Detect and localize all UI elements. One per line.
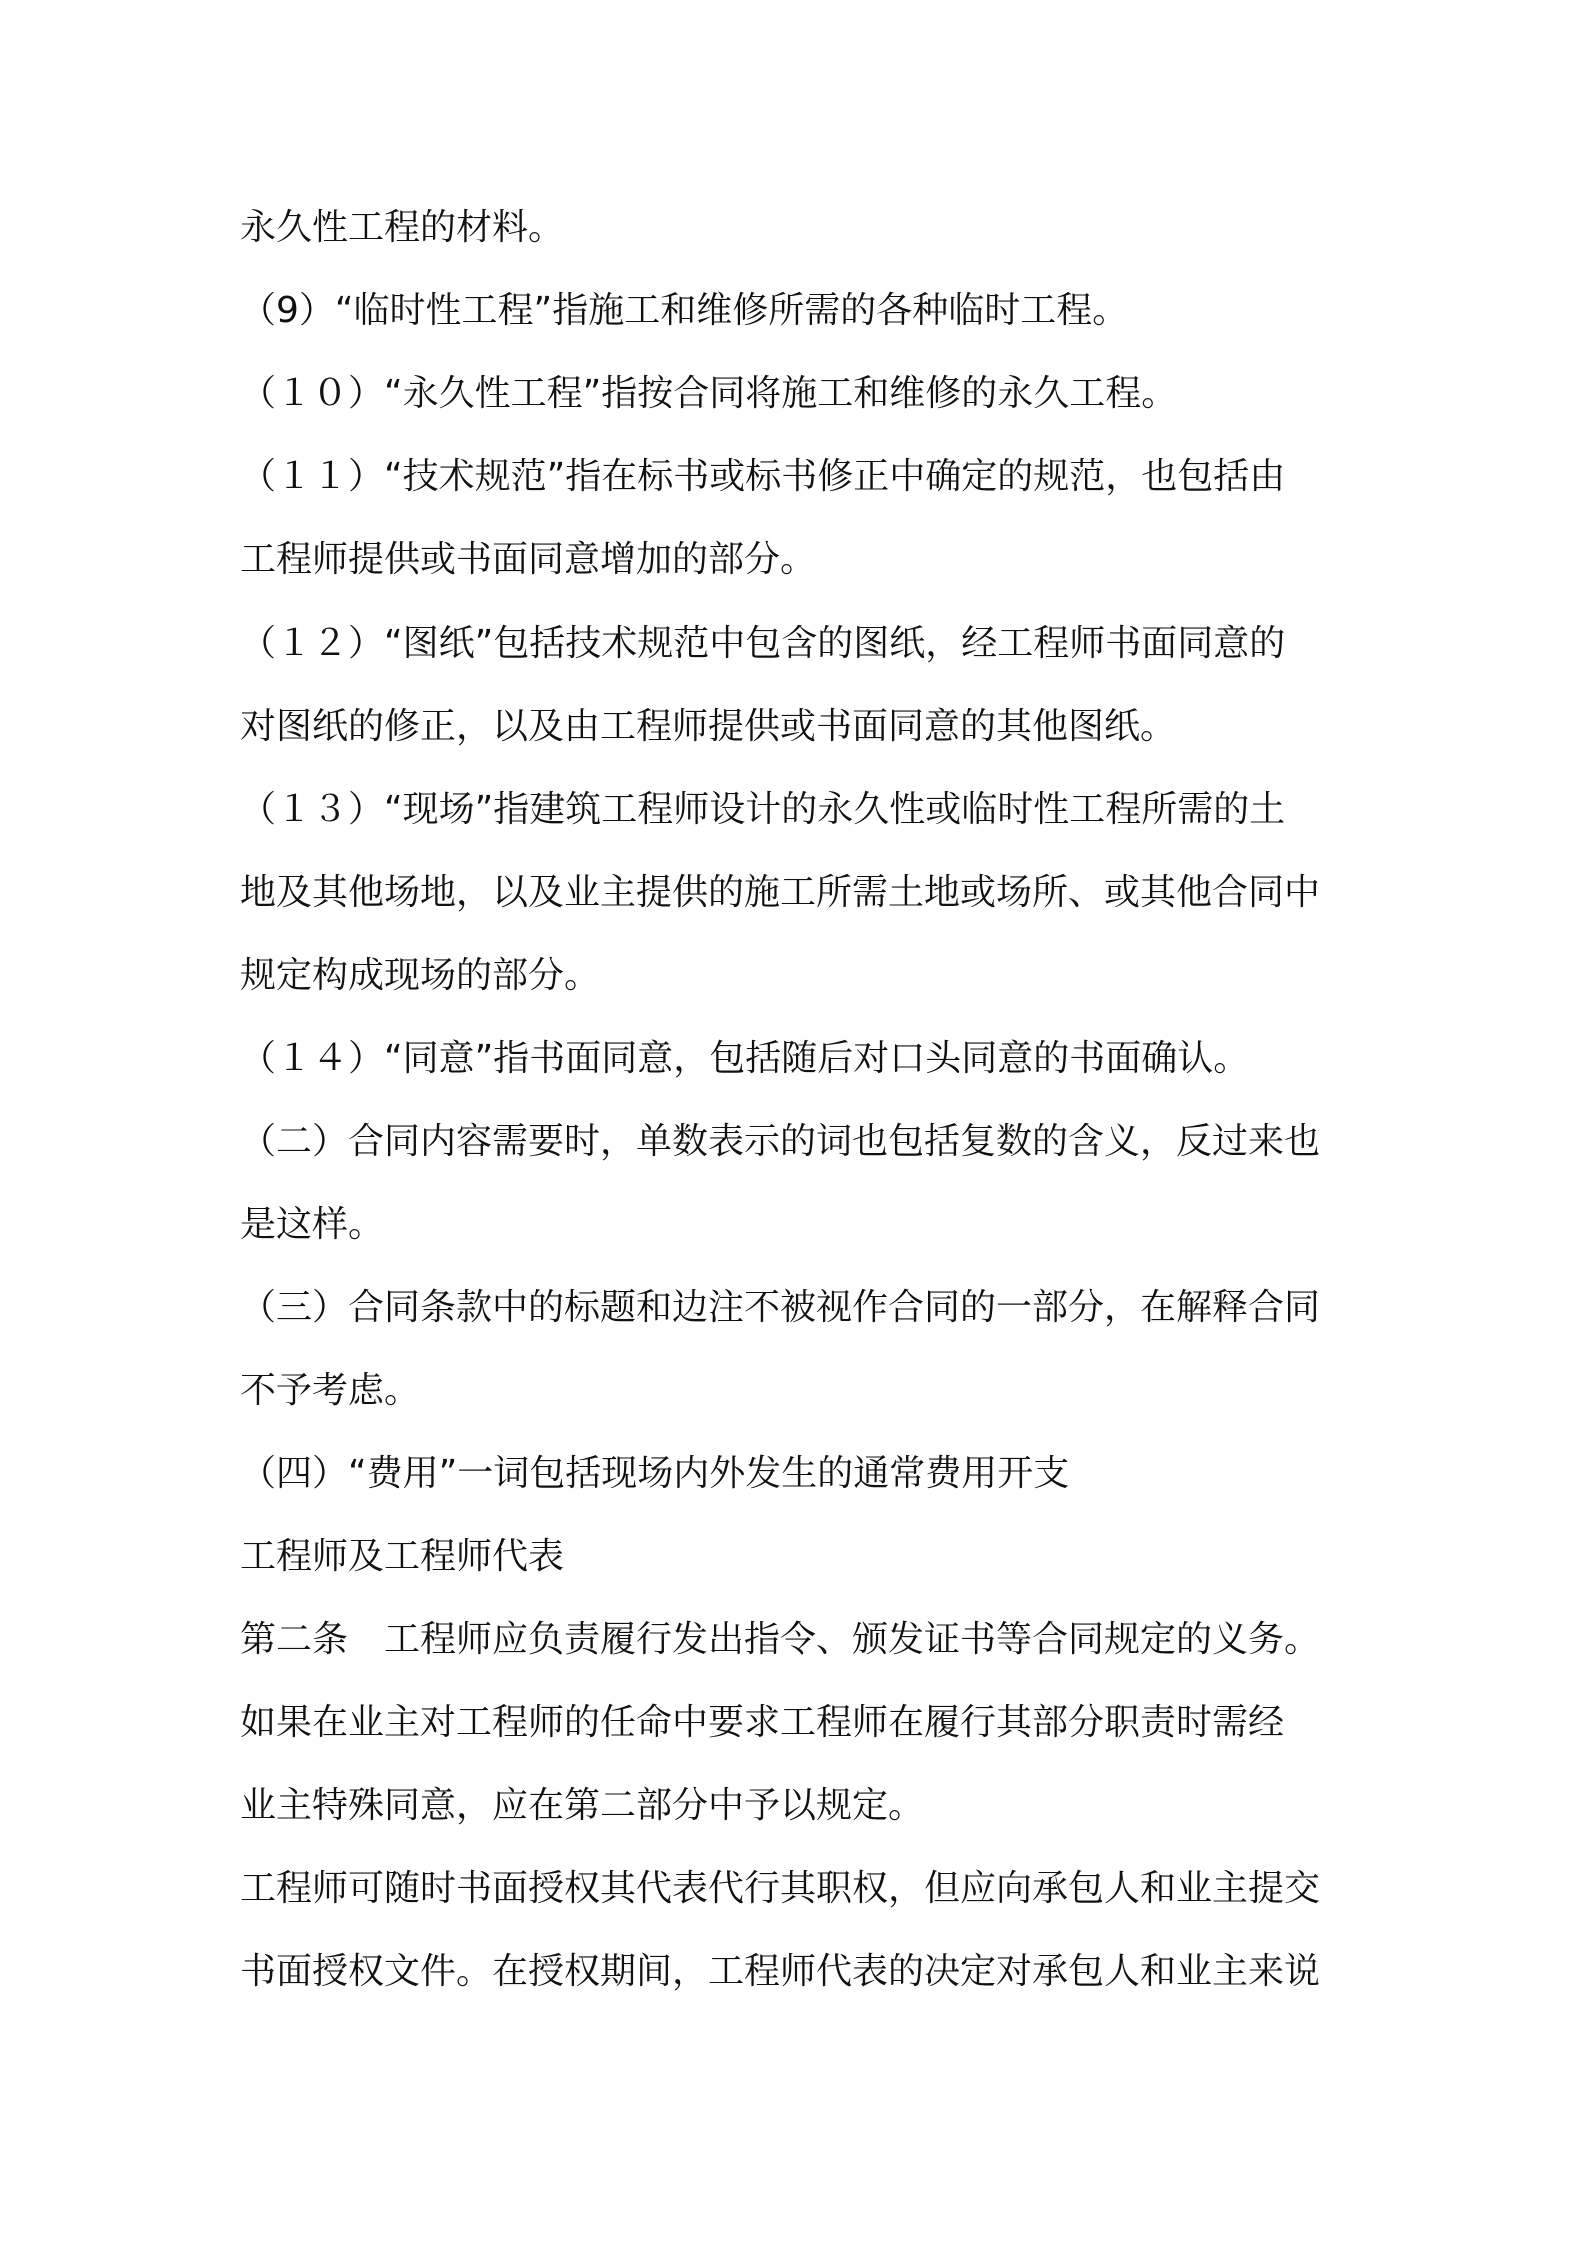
text-line: 地及其他场地，以及业主提供的施工所需土地或场所、或其他合同中 <box>240 872 1321 913</box>
text-line: 书面授权文件。在授权期间，工程师代表的决定对承包人和业主来说 <box>240 1951 1321 1992</box>
text-line: 规定构成现场的部分。 <box>240 955 601 996</box>
text-line: （１３）“现场”指建筑工程师设计的永久性或临时性工程所需的土 <box>240 789 1286 830</box>
text-line: （１０）“永久性工程”指按合同将施工和维修的永久工程。 <box>240 373 1178 414</box>
section-heading: 工程师及工程师代表 <box>240 1536 565 1577</box>
text-line: （9）“临时性工程”指施工和维修所需的各种临时工程。 <box>240 290 1129 331</box>
text-line: 工程师提供或书面同意增加的部分。 <box>240 539 817 580</box>
text-line: 工程师可随时书面授权其代表代行其职权，但应向承包人和业主提交 <box>240 1868 1321 1909</box>
text-line: 业主特殊同意，应在第二部分中予以规定。 <box>240 1785 925 1826</box>
text-line: （三）合同条款中的标题和边注不被视作合同的一部分，在解释合同 <box>240 1287 1321 1328</box>
text-line: 是这样。 <box>240 1204 385 1245</box>
text-line: （二）合同内容需要时，单数表示的词也包括复数的含义，反过来也 <box>240 1121 1321 1162</box>
text-line: 对图纸的修正，以及由工程师提供或书面同意的其他图纸。 <box>240 706 1177 747</box>
text-line: （１２）“图纸”包括技术规范中包含的图纸，经工程师书面同意的 <box>240 623 1286 664</box>
text-line: （四）“费用”一词包括现场内外发生的通常费用开支 <box>240 1453 1070 1494</box>
text-line: 第二条 工程师应负责履行发出指令、颁发证书等合同规定的义务。 <box>240 1619 1321 1660</box>
text-line: （１１）“技术规范”指在标书或标书修正中确定的规范，也包括由 <box>240 456 1286 497</box>
text-line: （１４）“同意”指书面同意，包括随后对口头同意的书面确认。 <box>240 1038 1250 1079</box>
text-line: 如果在业主对工程师的任命中要求工程师在履行其部分职责时需经 <box>240 1702 1285 1743</box>
text-line: 不予考虑。 <box>240 1370 421 1411</box>
text-line: 永久性工程的材料。 <box>240 207 565 248</box>
